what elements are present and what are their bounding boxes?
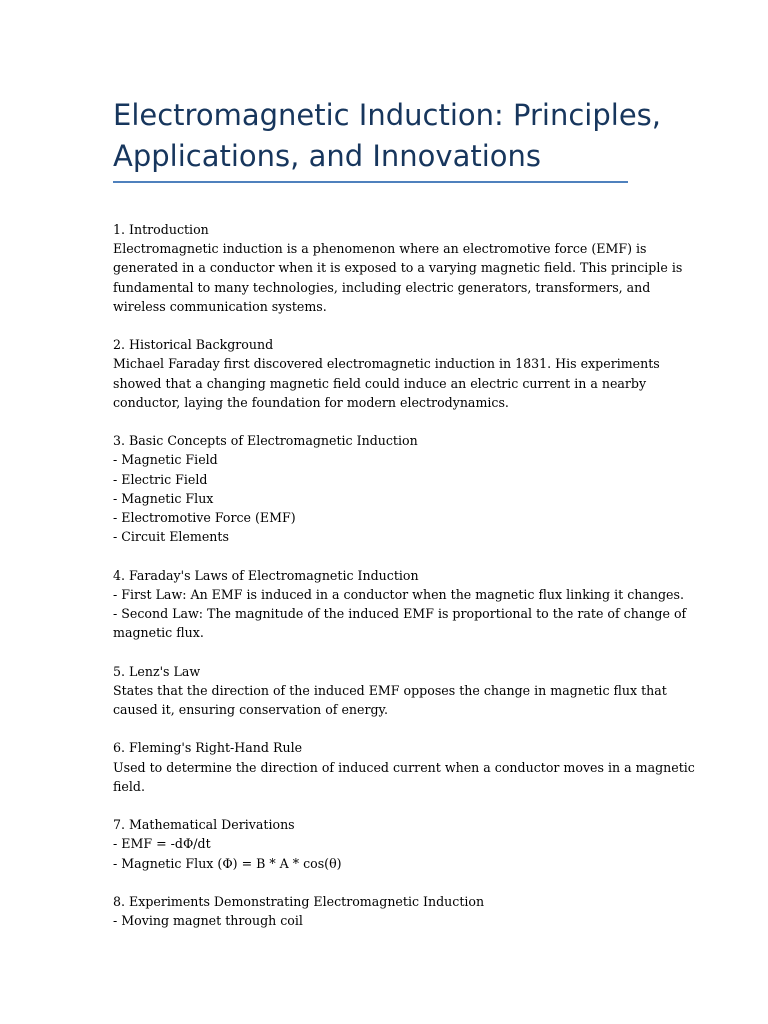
section-text-line: - Moving magnet through coil	[113, 913, 303, 929]
section	[113, 662, 667, 720]
section-text-line: generated in a conductor when it is exposed to a varying magnetic field. This principle is	[113, 260, 683, 276]
section-heading: 2. Historical Background	[113, 337, 274, 353]
section	[113, 892, 633, 930]
title-line-1: Electromagnetic Induction: Principles,	[113, 98, 661, 132]
section-heading: 5. Lenz's Law	[113, 663, 201, 679]
section-text-line: caused it, ensuring conservation of energy.	[113, 702, 388, 718]
section-text-line: Electromagnetic induction is a phenomenon where an electromotive force (EMF) is	[113, 241, 647, 257]
document-body	[113, 220, 695, 930]
section	[113, 335, 660, 412]
section-text-line: States that the direction of the induced EMF opposes the change in magnetic flux that	[113, 682, 667, 698]
section-heading: 7. Mathematical Derivations	[113, 817, 295, 833]
section-text-line: magnetic flux.	[113, 625, 204, 641]
section-text-line: - EMF = -dΦ/dt	[113, 836, 211, 852]
section-text-line: - Electric Field	[113, 471, 208, 487]
section-heading: 4. Faraday's Laws of Electromagnetic Induction	[113, 567, 419, 583]
section-heading: 6. Fleming's Right-Hand Rule	[113, 740, 303, 756]
section-text-line: - First Law: An EMF is induced in a conductor when the magnetic flux linking it changes.	[113, 586, 684, 602]
section-text-line: Used to determine the direction of induced current when a conductor moves in a magnetic	[113, 759, 695, 775]
section-text-line: Michael Faraday first discovered electromagnetic induction in 1831. His experiments	[113, 356, 660, 372]
document-title	[113, 95, 661, 181]
section-text-line: - Magnetic Field	[113, 452, 218, 468]
section-heading: 1. Introduction	[113, 222, 209, 237]
section-text-line: - Circuit Elements	[113, 529, 229, 545]
section-text-line: field.	[113, 778, 145, 794]
section	[113, 815, 633, 873]
section	[113, 566, 687, 643]
title-underline-rule	[113, 181, 628, 183]
section-text-line: showed that a changing magnetic field could induce an electric current in a nearby	[113, 375, 647, 391]
section-text-line: fundamental to many technologies, including electric generators, transformers, and	[113, 279, 651, 295]
section-heading: 8. Experiments Demonstrating Electromagnetic Induction	[113, 894, 485, 909]
section-text-line: - Magnetic Flux (Φ) = B * A * cos(θ)	[113, 855, 342, 871]
section-heading: 3. Basic Concepts of Electromagnetic Induction	[113, 433, 418, 449]
section	[113, 431, 633, 546]
section-text-line: wireless communication systems.	[113, 298, 327, 314]
document-page	[113, 95, 695, 950]
section	[113, 738, 695, 796]
section-text-line: - Second Law: The magnitude of the induced EMF is proportional to the rate of change of	[113, 606, 687, 622]
title-line-2: Applications, and Innovations	[113, 139, 542, 173]
section-text-line: - Electromotive Force (EMF)	[113, 510, 296, 526]
section-text-line: conductor, laying the foundation for modern electrodynamics.	[113, 394, 509, 410]
section-text-line: - Magnetic Flux	[113, 490, 214, 506]
section	[113, 220, 683, 316]
